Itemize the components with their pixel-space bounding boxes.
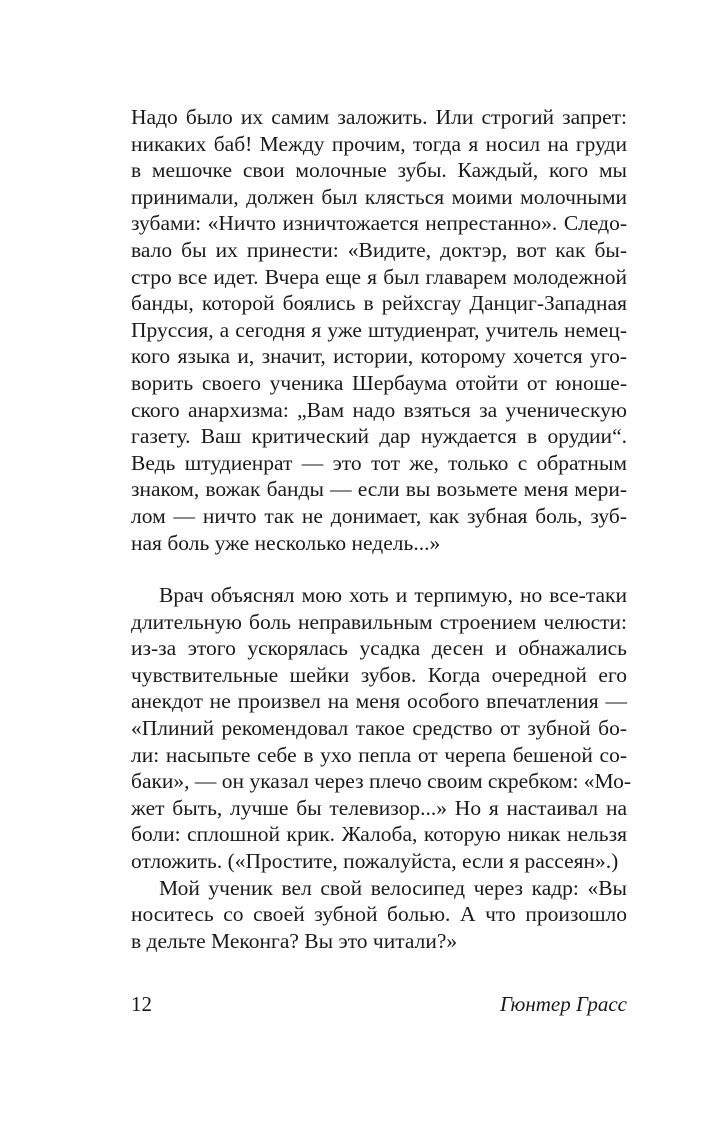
text-line: «Плиний рекомендовал такое средство от зубной бо- <box>131 715 627 740</box>
text-line: Надо было их самим заложить. Или строгий запрет: <box>131 105 627 129</box>
paragraph-2-and-3 <box>131 582 632 954</box>
text-line: зубами: «Ничто изничтожается непрестанно». Следо- <box>131 211 627 236</box>
text-line: Мой ученик вел свой велосипед через кадр: «Вы <box>159 875 627 900</box>
text-line: принимали, должен был клясться моими молочными <box>131 184 627 209</box>
text-line: ли: насыпьте себе в ухо пепла от черепа бешеной со- <box>131 742 627 767</box>
text-line: стро все идет. Вчера еще я был главарем молодежной <box>131 264 627 289</box>
text-line: носитесь со своей зубной болью. А что произошло <box>131 902 627 927</box>
text-line: лом — ничто так не донимает, как зубная боль, зуб- <box>131 503 627 528</box>
text-line: чувствительные шейки зубов. Когда очередной его <box>131 662 627 687</box>
text-line: из-за этого ускорялась усадка десен и обнажались <box>131 636 627 661</box>
text-line: знаком, вожак банды — если вы возьмете меня мери- <box>131 477 627 502</box>
text-line: никаких баб! Между прочим, тогда я носил на груди <box>131 131 627 156</box>
text-line: вало бы их принести: «Видите, доктэр, вот как бы- <box>131 237 627 262</box>
text-line: жет быть, лучше бы телевизор...» Но я настаивал на <box>131 795 627 820</box>
text-line: длительную боль неправильным строением челюсти: <box>131 609 627 634</box>
text-line: банды, которой боялись в рейхсгау Данциг-Западная <box>131 291 627 316</box>
running-author: Гюнтер Грасс <box>499 992 627 1016</box>
text-line: Врач объяснял мою хоть и терпимую, но все-таки <box>159 583 627 607</box>
text-line: газету. Ваш критический дар нуждается в орудии“. <box>131 424 627 449</box>
text-line: ная боль уже несколько недель...» <box>131 530 441 555</box>
page-number: 12 <box>131 992 152 1016</box>
text-line: ворить своего ученика Шербаума отойти от юноше- <box>131 370 627 395</box>
text-line: Пруссия, а сегодня я уже штудиенрат, учитель немец- <box>131 317 627 342</box>
text-line: анекдот не произвел на меня особого впечатления — <box>131 689 627 714</box>
page-footer <box>131 992 627 1020</box>
text-line: Ведь штудиенрат — это тот же, только с обратным <box>131 450 627 475</box>
paragraph-1 <box>131 104 627 556</box>
text-line: кого языка и, значит, истории, которому хочется уго- <box>131 344 627 369</box>
text-line: отложить. («Простите, пожалуйста, если я рассеян».) <box>131 848 619 873</box>
text-line: ского анархизма: „Вам надо взяться за ученическую <box>131 397 627 422</box>
text-line: боли: сплошной крик. Жалоба, которую никак нельзя <box>131 822 627 847</box>
text-line: баки», — он указал через плечо своим скребком: «Мо- <box>131 769 632 794</box>
text-line: в дельте Меконга? Вы это читали?» <box>131 928 458 953</box>
text-line: в мешочке свои молочные зубы. Каждый, кого мы <box>131 158 627 183</box>
